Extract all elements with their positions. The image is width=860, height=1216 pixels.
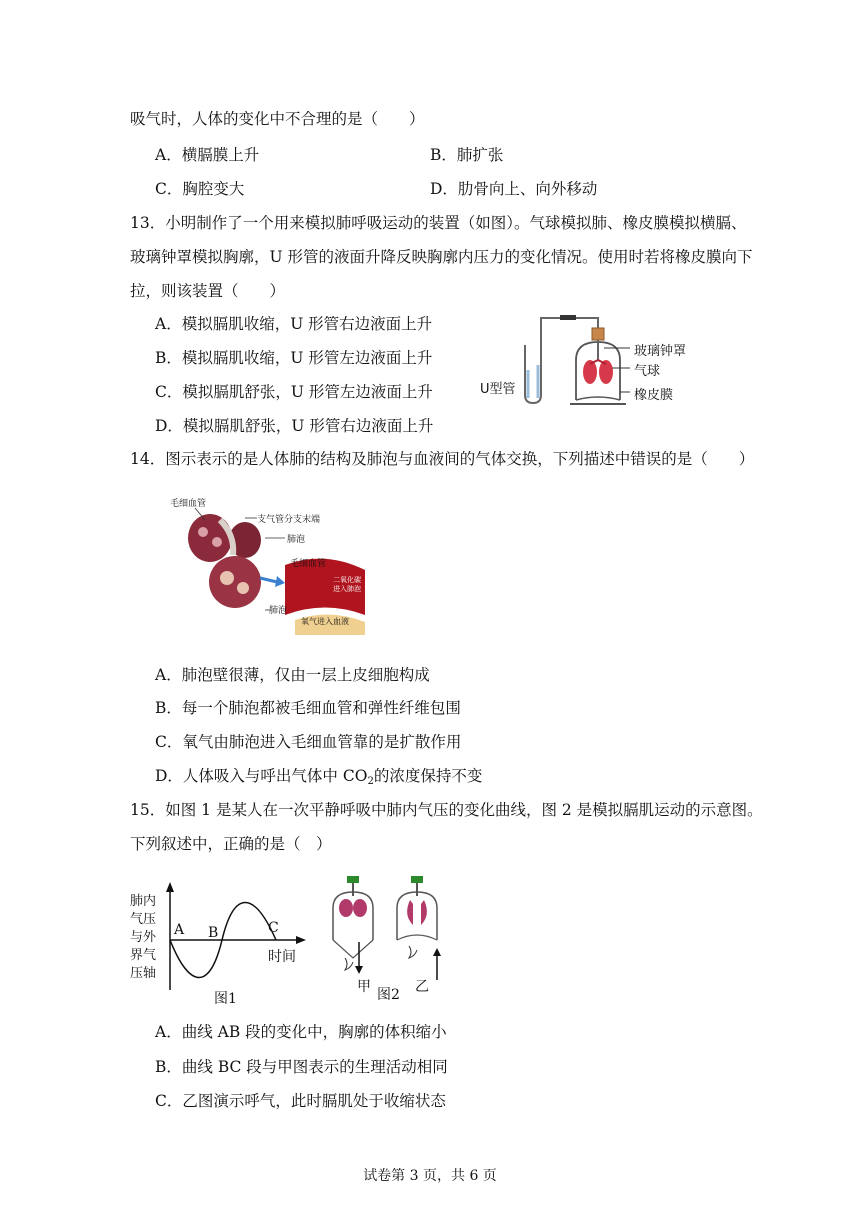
y-label-line1: 肺内	[130, 894, 157, 909]
diaphragm-model	[325, 870, 455, 1000]
q13-stem-line1: 13．小明制作了一个用来模拟肺呼吸运动的装置（如图）。气球模拟肺、橡皮膜模拟横膈、	[130, 214, 747, 232]
q13-stem-line2: 玻璃钟罩模拟胸廓，U 形管的液面升降反映胸廓内压力的变化情况。使用时若将橡皮膜向下	[130, 248, 753, 266]
bell-jar-apparatus	[480, 310, 710, 415]
q13-option-b: B．模拟膈肌收缩，U 形管左边液面上升	[155, 349, 433, 367]
y-label-line3: 与外	[130, 930, 157, 945]
q14-option-d	[155, 766, 482, 792]
q15-figure2	[325, 870, 455, 1003]
o2-label: 氧气进入血液	[301, 617, 349, 626]
q15-option-c: C．乙图演示呼气，此时膈肌处于收缩状态	[155, 1092, 446, 1110]
q14-option-b: B．每一个肺泡都被毛细血管和弹性纤维包围	[155, 699, 461, 717]
capillary-top-label: 毛细血管	[170, 499, 207, 509]
y-label-line2: 气压	[130, 912, 157, 927]
balloon-label: 气球	[634, 364, 661, 379]
figure2-right-label: 乙	[415, 979, 429, 995]
q14-option-a: A．肺泡壁很薄，仅由一层上皮细胞构成	[155, 666, 430, 684]
q14-option-d-tail: 的浓度保持不变	[373, 767, 483, 785]
q14-option-d-head: D．人体吸入与呼出气体中 CO	[155, 767, 368, 785]
figure2-left-label: 甲	[357, 979, 371, 995]
q14-option-d-sub: 2	[367, 776, 374, 787]
y-label-line5: 压轴	[130, 966, 157, 981]
bell-jar-label: 玻璃钟罩	[634, 344, 687, 359]
point-c-label: C	[268, 920, 279, 936]
q15-option-b: B．曲线 BC 段与甲图表示的生理活动相同	[155, 1058, 448, 1076]
q12-stem: 吸气时，人体的变化中不合理的是（ ）	[130, 110, 425, 128]
y-label-line4: 界气	[130, 948, 157, 963]
q15-option-a: A．曲线 AB 段的变化中，胸廓的体积缩小	[155, 1023, 447, 1041]
q15-stem-line1: 15．如图 1 是某人在一次平静呼吸中肺内气压的变化曲线，图 2 是模拟膈肌运动的示意图。	[130, 801, 763, 819]
membrane-label: 橡皮膜	[634, 388, 674, 403]
q14-option-c: C．氧气由肺泡进入毛细血管靠的是扩散作用	[155, 733, 462, 751]
y-axis-label	[130, 893, 156, 983]
figure2-caption: 图2	[377, 987, 400, 1003]
page-footer: 试卷第 3 页，共 6 页	[363, 1168, 497, 1184]
q12-option-c: C．胸腔变大	[155, 180, 245, 198]
q12-option-b: B．肺扩张	[430, 146, 504, 164]
q13-apparatus-figure	[480, 310, 710, 415]
u-tube-label: U型管	[480, 382, 516, 397]
q13-option-c: C．模拟膈肌舒张，U 形管左边液面上升	[155, 383, 433, 401]
x-axis-label: 时间	[268, 949, 296, 965]
point-a-label: A	[174, 922, 185, 938]
capillary-mid-label: 毛细血管	[290, 559, 327, 569]
q15-stem-line2: 下列叙述中，正确的是（ ）	[130, 835, 332, 853]
alveolus-top-label: 肺泡	[287, 535, 306, 545]
q12-option-a: A．横膈膜上升	[155, 146, 260, 164]
alveolus-bottom-label: 肺泡	[269, 606, 288, 616]
q13-option-d: D．模拟膈肌舒张，U 形管右边液面上升	[155, 417, 434, 435]
q13-stem-line3: 拉，则该装置（ ）	[130, 282, 286, 300]
figure1-caption: 图1	[214, 991, 237, 1007]
q15-figure1	[130, 880, 310, 1010]
q12-option-d: D．肋骨向上、向外移动	[430, 180, 598, 198]
bronchiole-label: 支气管分支末端	[257, 515, 321, 525]
q14-lung-figure	[165, 490, 365, 635]
co2-label: 二氧化碳 进入肺泡	[333, 576, 361, 593]
q14-stem: 14．图示表示的是人体肺的结构及肺泡与血液间的气体交换，下列描述中错误的是（ ）	[130, 450, 755, 468]
point-b-label: B	[208, 925, 219, 941]
q13-option-a: A．模拟膈肌收缩，U 形管右边液面上升	[155, 315, 433, 333]
